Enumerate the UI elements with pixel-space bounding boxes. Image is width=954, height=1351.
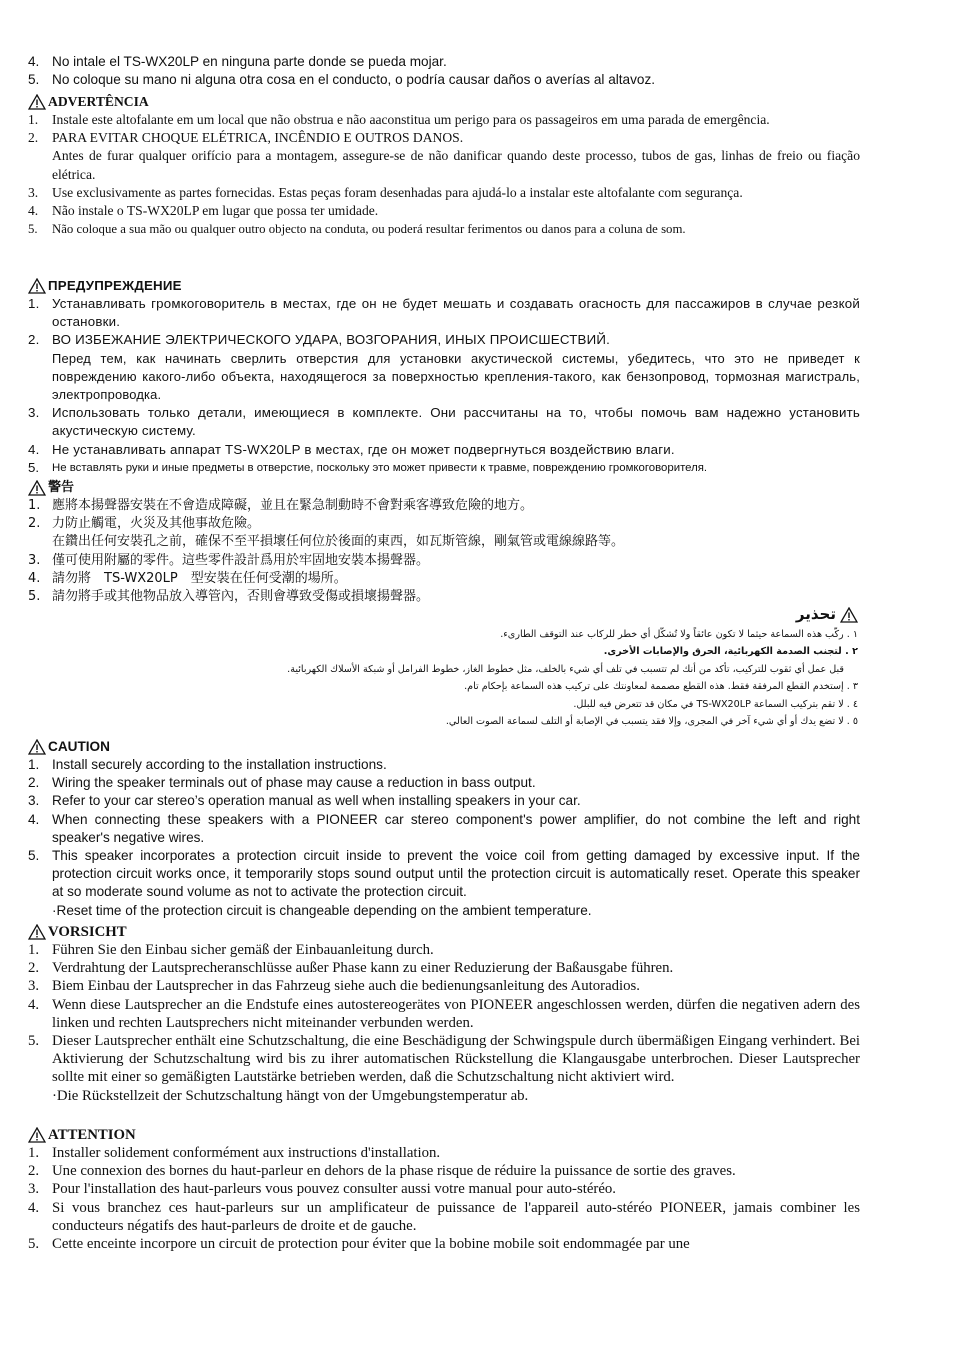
warning-triangle-icon [28, 739, 46, 755]
list-item: 4. Wenn diese Lautsprecher an die Endstufe eines autostereogerätes von PIONEER angeschlossen werden, dürfen die negativen adern des linken und rechten Lautsprechers nicht miteinander verbunden werden. [28, 996, 860, 1031]
list-item: ٥ . لا تضع يدك أو أي شيء آخر في المجرى، وإلا فقد يتسبب في الإصابة أو التلف لسماعة الصوت العالي. [445, 716, 858, 728]
list-item: 2. ВО ИЗБЕЖАНИЕ ЭЛЕКТРИЧЕСКОГО УДАРА, ВОЗГОРАНИЯ, ИНЫХ ПРОИСШЕСТВИЙ. [28, 332, 610, 348]
list-item: 4. No intale el TS-WX20LP en ninguna parte donde se pueda mojar. [28, 54, 447, 69]
warning-triangle-icon [28, 94, 46, 110]
list-item-sub: 在鑽出任何安裝孔之前，確保不至平損壞任何位於後面的東西，如瓦斯管線，剛氣管或電線線路等。 [52, 534, 625, 550]
list-item: 4. 請勿將 TS-WX20LP 型安裝在任何受潮的場所。 [28, 570, 347, 586]
list-item: ٣ . إستخدم القطع المرفقة فقط. هذه القطع مصممة لمعاونتك على تركيب هذه السماعة بإحكام تام. [464, 681, 858, 693]
list-item: 5. No coloque su mano ni alguna otra cosa en el conducto, o podría causar daños o averías al altavoz. [28, 72, 656, 88]
section-fr [28, 1126, 860, 1253]
list-item: ١ . ركّب هذه السماعة حيثما لا تكون عائقاً ولا تُشكّل أي خطر للركاب عند التوقف الطارىء. [500, 629, 858, 640]
list-item: 1. 應將本揚聲器安裝在不會造成障礙，並且在緊急制動時不會對乘客導致危險的地方。 [28, 498, 534, 513]
list-item-sub: ·Reset time of the protection circuit is changeable depending on the ambient temperature. [52, 902, 592, 918]
list-item: 4. Si vous branchez ces haut-parleurs sur un amplificateur de puissance de l'appareil auto-stéréo PIONEER, jamais combiner les conducteurs négatifs des haut-parleurs de droite et de gauche. [28, 1199, 860, 1234]
list-item: 5. Dieser Lautsprecher enthält eine Schutzschaltung, die eine Beschädigung der Schwingspule durch übermäßigen Eingang verhindert. Bei Aktivierung der Schutzschaltung wird bis zu ihrer automatischen Rückstellung die Klangausgabe unterbrochen. Dieser Lautsprecher sollte mit einer so gemäßigten Lautstärke betrieben werden, daß die Schutzschaltung nicht aktiviert wird. [28, 1033, 860, 1086]
list-item-sub: Перед тем, как начинать сверлить отверстия для установки акустической системы, убедитесь, что это не приведет к повреждению какого-либо объекта, находящегося за поверхностью крепления-такого, как бензопровод, тормозная магистраль, электропроводка. [52, 350, 860, 403]
section-heading: تحذير [150, 604, 858, 626]
list-item: 1. Instale este altofalante em um local que não obstrua e não aaconstitua um perigo para os passageiros em uma parada de emergência. [28, 112, 770, 127]
section-heading: 警告 [28, 479, 860, 497]
list-item: 5. This speaker incorporates a protection circuit inside to prevent the voice coil from getting damaged by excessive input. If the protection circuit works once, it temporarily stops sound output until the protection circuit is automatically reset. Operate this speaker at so moderate sound volume as not to activate the protection circuit. [28, 848, 860, 900]
list-item: 5. Cette enceinte incorpore un circuit de protection pour éviter que la bobine mobile soit endommagée par une [28, 1236, 690, 1253]
warning-triangle-icon [28, 278, 46, 294]
list-item: 2. Wiring the speaker terminals out of phase may cause a reduction in bass output. [28, 775, 536, 791]
list-item: 5. Não coloque a sua mão ou qualquer outro objecto na conduta, ou poderá resultar ferimentos ou danos para a coluna de som. [28, 222, 686, 237]
warning-triangle-icon [28, 1127, 46, 1143]
list-item: 3. Biem Einbau der Lautsprecher in das Fahrzeug siehe auch die bedienungsanleitung des Autoradios. [28, 978, 641, 995]
list-item-sub: Antes de furar qualquer orifício para a montagem, assegure-se de não danificar quando deste processo, tubos de gas, linhas de freio ou fiação elétrica. [52, 148, 860, 182]
list-item: 3. Use exclusivamente as partes fornecidas. Estas peças foram desenhadas para ajudá-lo a instalar este altofalante com segurança. [28, 184, 743, 200]
section-pt [28, 93, 860, 238]
section-de [28, 923, 860, 1105]
section-heading: ПРЕДУПРЕЖДЕНИЕ [28, 277, 860, 295]
list-item: 2. PARA EVITAR CHOQUE ELÉTRICA, INCÊNDIO E OUTROS DANOS. [28, 130, 464, 146]
list-item: 2. 力防止觸電，火災及其他事故危險。 [28, 516, 261, 532]
list-item: ٤ . لا تقم بتركيب السماعة TS-WX20LP في مكان قد تتعرض فيه للبلل. [573, 698, 858, 710]
section-zh [28, 479, 860, 606]
warning-triangle-icon [28, 480, 46, 496]
list-item: 3. Refer to your car stereo’s operation manual as well when installing speakers in your car. [28, 793, 581, 809]
list-item: ٢ . لتجنب الصدمة الكهربائية، الحرق والإصابات الأخرى. [603, 646, 858, 658]
list-item-sub: ·Die Rückstellzeit der Schutzschaltung hängt von der Umgebungstemperatur ab. [52, 1087, 529, 1104]
list-item: 1. Installer solidement conformément aux instructions d'installation. [28, 1145, 441, 1161]
section-heading: ATTENTION [28, 1126, 860, 1144]
section-ar [150, 604, 858, 730]
list-item: 2. Une connexion des bornes du haut-parleur en dehors de la phase risque de réduire la puissance de sortie des graves. [28, 1163, 736, 1180]
warning-triangle-icon [840, 607, 858, 623]
list-item: 1. Устанавливать громкоговоритель в местах, где он не будет мешать и создавать огасность для пассажиров в случае резкой остановки. [28, 296, 860, 330]
warning-triangle-icon [28, 924, 46, 940]
list-item: 5. Не вставлять руки и иные предметы в отверстие, поскольку это может привести к травме, повреждению громкоговорителя. [28, 459, 708, 475]
list-item: 1. Führen Sie den Einbau sicher gemäß der Einbauanleitung durch. [28, 942, 434, 958]
list-item: 2. Verdrahtung der Lautsprecheranschlüsse außer Phase kann zu einer Reduzierung der Baßausgabe führen. [28, 960, 674, 977]
list-item: قبل عمل أي ثقوب للتركيب، تأكد من أنك لم تتسبب في تلف أي شيء بالخلف، مثل خطوط الغاز، خطوط الفرامل أو شبكة الأسلاك الكهربائية. [287, 663, 844, 675]
section-es [28, 53, 860, 89]
section-ru [28, 277, 860, 477]
section-heading: VORSICHT [28, 923, 860, 941]
list-item: 3. 僅可使用附屬的零件。這些零件設計爲用於牢固地安裝本揚聲器。 [28, 552, 430, 568]
list-item: 3. Использовать только детали, имеющиеся в комплекте. Они рассчитаны на то, чтобы помочь вам надежно установить акустическую систему. [28, 405, 860, 439]
list-item: 4. Não instale o TS-WX20LP em lugar que possa ter umidade. [28, 203, 379, 219]
list-item: 4. When connecting these speakers with a PIONEER car stereo component's power amplifier, do not combine the left and right speaker's negative wires. [28, 811, 860, 845]
list-item: 3. Pour l'installation des haut-parleurs vous pouvez consulter aussi votre manual pour auto-stéréo. [28, 1181, 616, 1198]
list-item: 5. 請勿將手或其他物品放入導管內，否則會導致受傷或損壞揚聲器。 [28, 589, 430, 605]
list-item: 1. Install securely according to the installation instructions. [28, 757, 387, 772]
section-en [28, 738, 860, 920]
section-heading: ADVERTÊNCIA [28, 93, 860, 111]
section-heading: CAUTION [28, 738, 860, 756]
list-item: 4. Не устанавливать аппарат TS-WX20LP в местах, где он может подвергнуться воздействию влаги. [28, 441, 675, 457]
